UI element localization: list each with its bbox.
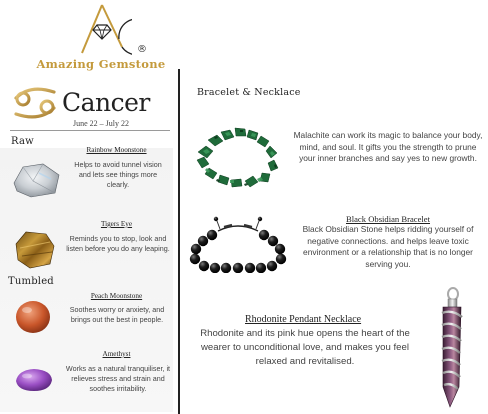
tumbled-heading: Tumbled [8, 276, 54, 287]
malachite-chip-bracelet-image [190, 118, 290, 196]
tigers-eye-image [12, 228, 58, 270]
stone-description: Helps to avoid tunnel vision and lets see things more clearly. [74, 160, 162, 189]
bracelet-necklace-heading: Bracelet & Necklace [197, 87, 301, 98]
registered-mark: ® [137, 44, 147, 55]
rainbow-moonstone-image [9, 161, 63, 199]
black-obsidian-bracelet-image [186, 215, 290, 273]
cancer-glyph-icon [10, 84, 60, 122]
product-description: Malachite can work its magic to balance your body, mind, and soul. It gifts you the strength to prune your inner branches and say yes to new growth. [293, 130, 483, 163]
stone-description: Soothes worry or anxiety, and brings out the best in people. [69, 305, 165, 324]
stone-title: Rainbow Moonstone [86, 146, 147, 154]
stone-title: Tigers Eye [100, 220, 133, 228]
rhodonite-pendant-image [419, 287, 469, 409]
product-description: Rhodonite and its pink hue opens the heart of the wearer to unconditional love, and makes you feel relaxed and revitalised. [200, 328, 410, 367]
brand-name: Amazing Gemstone [36, 57, 166, 71]
raw-heading: Raw [11, 136, 34, 147]
sign-title: Cancer [62, 88, 150, 117]
product-description: Black Obsidian Stone helps ridding yourself of negative connections. and helps leave toxic environment or a relationship that is no longer serving you. [302, 224, 474, 269]
column-divider [178, 69, 180, 414]
sign-dates: June 22 – July 22 [73, 119, 129, 128]
stone-description: Works as a natural tranquiliser, it relieves stress and strain and soothes irritability. [65, 364, 171, 393]
product-title: Rhodonite Pendant Necklace [245, 314, 362, 325]
stone-title: Peach Moonstone [90, 292, 143, 300]
header-divider [10, 130, 170, 131]
stone-description: Reminds you to stop, look and listen before you do any leaping. [66, 234, 170, 253]
product-title: Black Obsidian Bracelet [346, 214, 430, 224]
stone-title: Amethyst [102, 350, 131, 358]
brand-logo-icon [72, 3, 132, 55]
peach-moonstone-image [13, 296, 53, 336]
amethyst-image [14, 367, 54, 393]
